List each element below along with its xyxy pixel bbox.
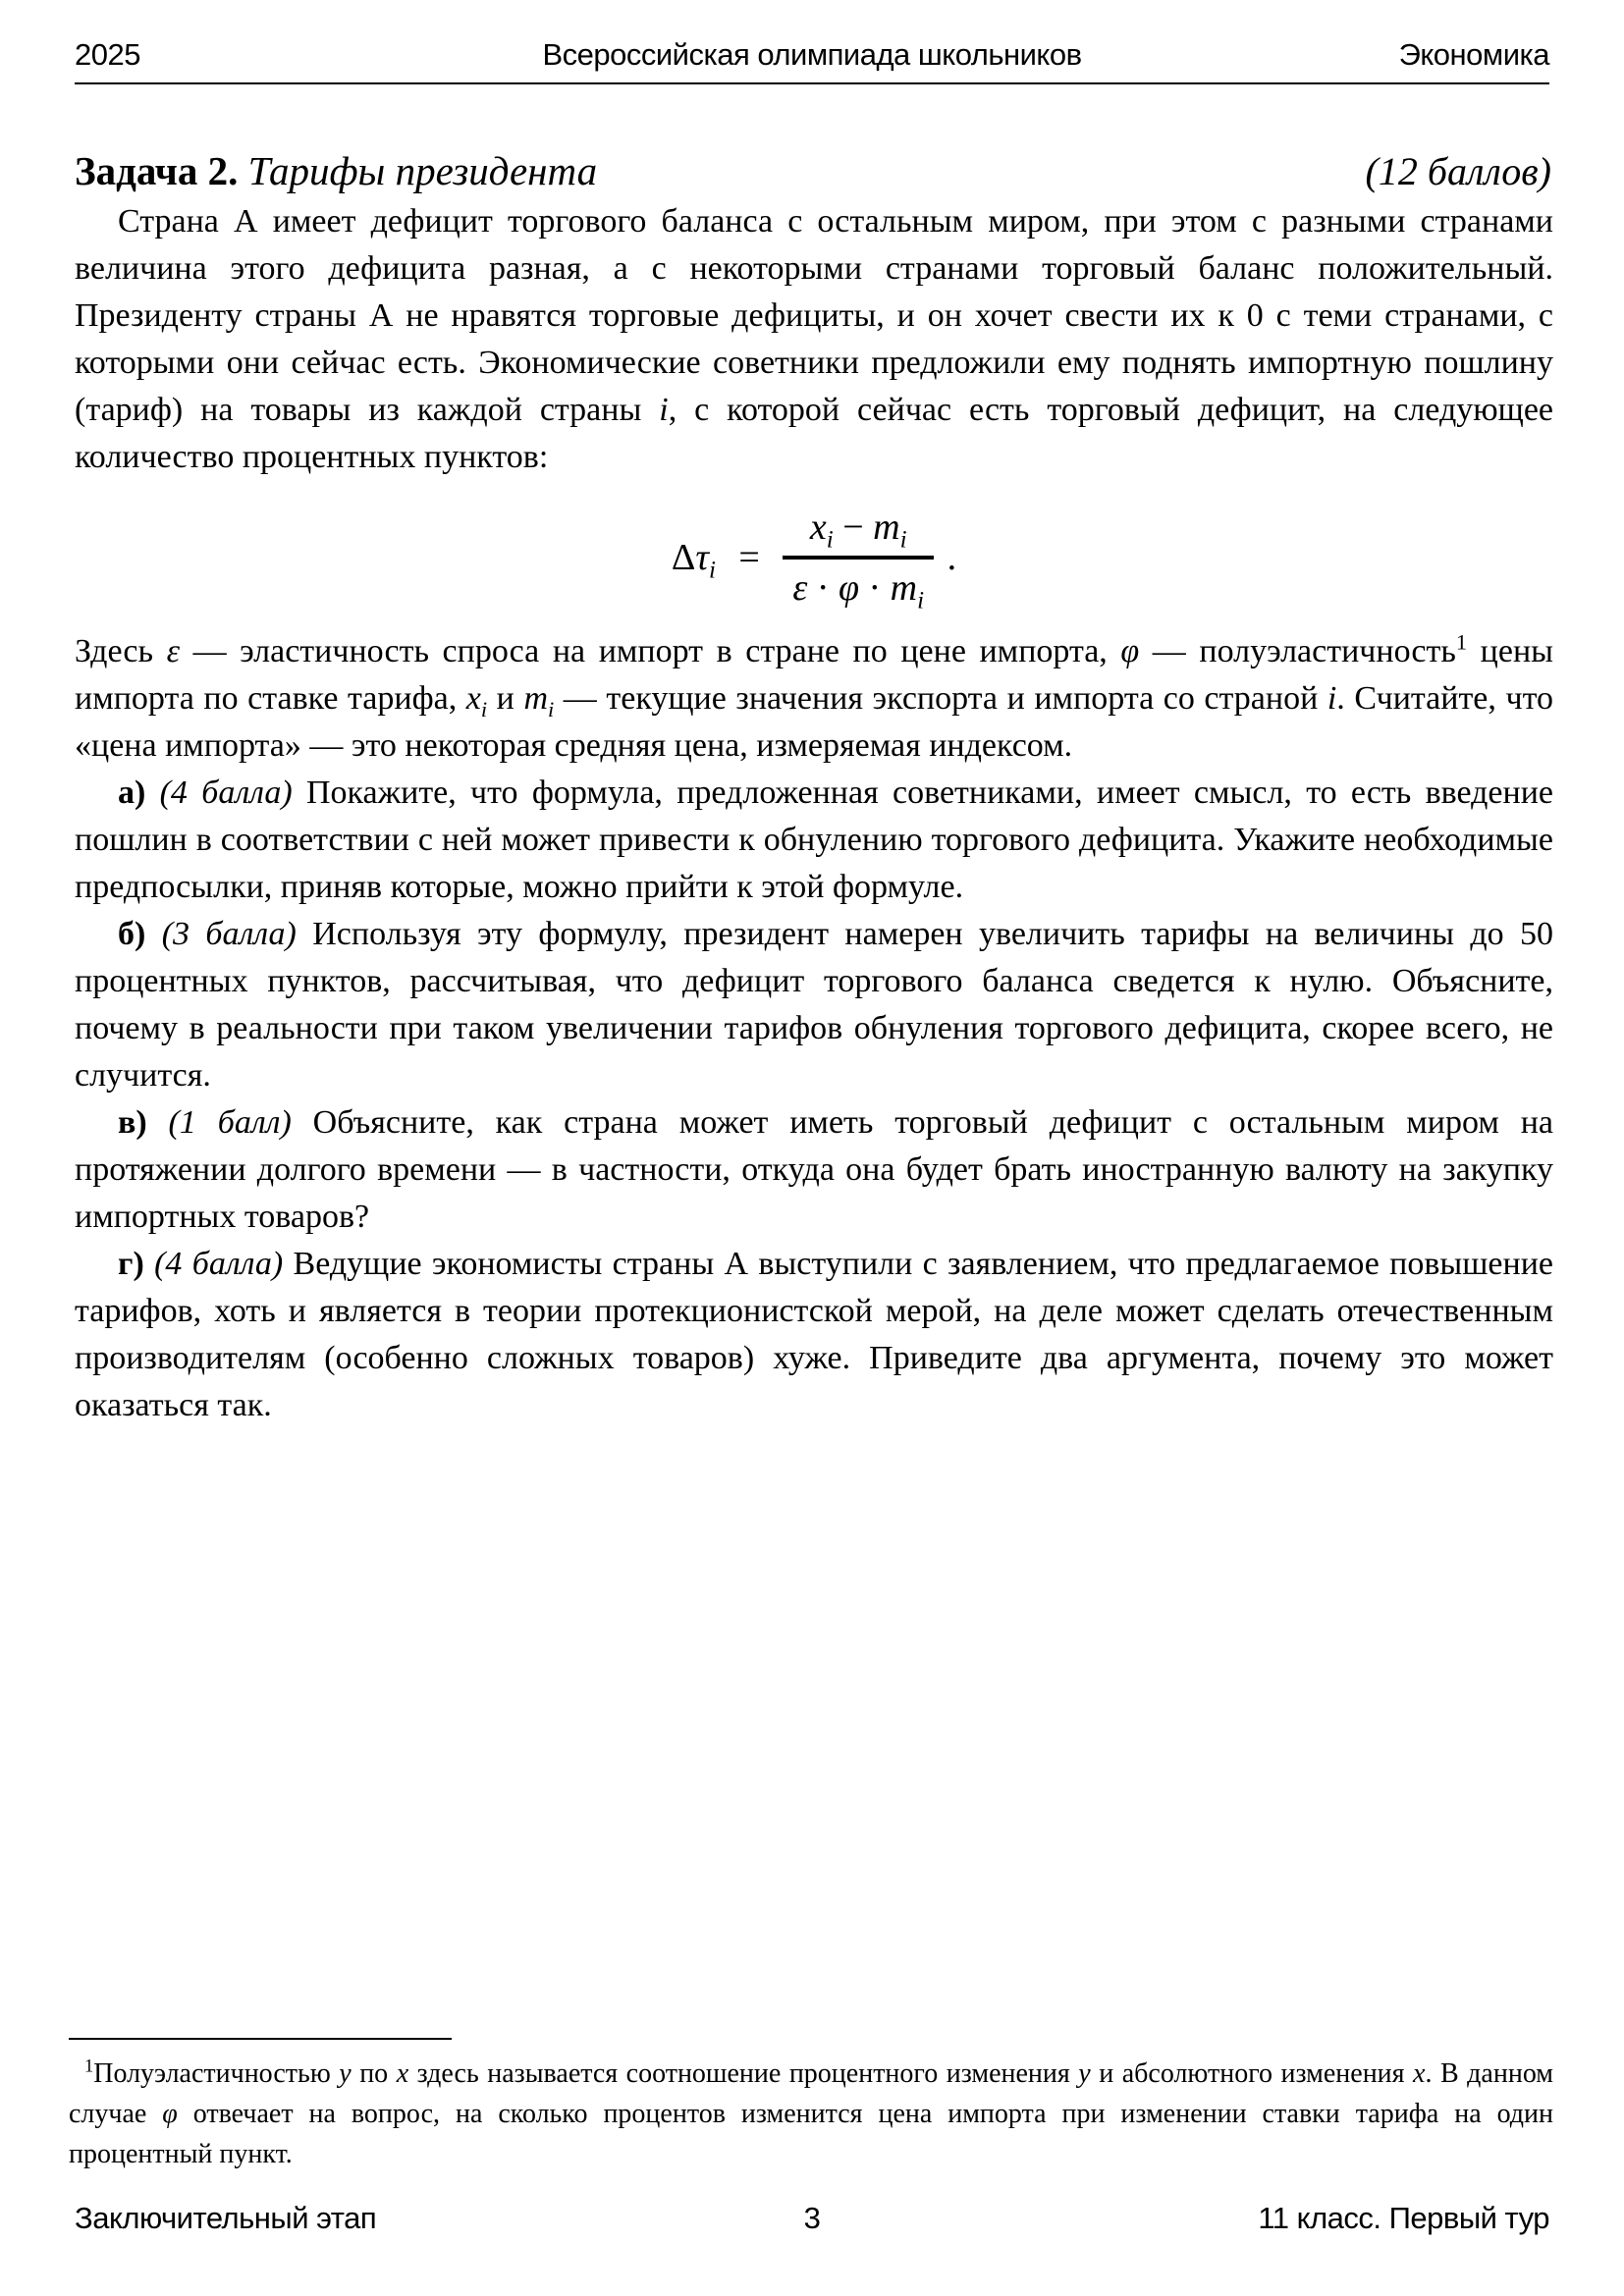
task-body — [75, 198, 1553, 1429]
header-year: 2025 — [75, 37, 140, 72]
paragraph-item-g: г) (4 балла) Ведущие экономисты страны А выступили с заявлением, что предлагаемое повышение тарифов, хоть и является в теории протекционистской мерой, на деле может сделать отечественным производителям (особенно сложных товаров) хуже. Приведите два аргумента, почему это может оказаться так. — [75, 1246, 1553, 1423]
paragraph-intro: Страна А имеет дефицит торгового баланса с остальным миром, при этом с разными странами величина этого дефицита разная, а с некоторыми странами торговый баланс положительный. Президенту страны А не нравятся торговые дефициты, и он хочет свести их к 0 с теми странами, с которыми они сейчас есть. Экономические советники предложили ему поднять импортную пошлину (тариф) на товары из каждой страны i, с которой сейчас есть торговый дефицит, на следующее количество процентных пунктов: — [75, 203, 1554, 475]
formula-denominator: $\varepsilon \cdot \varphi \cdot m_i$ — [783, 556, 934, 609]
paragraph-item-v: в) (1 балл) Объясните, как страна может иметь торговый дефицит с остальным миром на протяжении долгого времени — в частности, откуда она будет брать иностранную валюту на закупку импортных товаров? — [75, 1104, 1553, 1235]
header-subject: Экономика — [1398, 37, 1549, 72]
paragraph-definitions: Здесь ε — эластичность спроса на импорт в стране по цене импорта, φ — полуэластичность$^1$ цены импорта по ставке тарифа, $x_i$ и $m_i$ — текущие значения экспорта и импорта со страной i. Считайте, что «цена импорта» — это некоторая средняя цена, измеряемая индексом. — [75, 629, 1553, 764]
footnote — [69, 2054, 1553, 2174]
page-header — [75, 37, 1549, 73]
page-footer — [75, 2201, 1549, 2236]
task-number: Задача 2. — [75, 148, 239, 193]
formula-period: . — [947, 537, 957, 578]
header-rule — [75, 82, 1549, 84]
formula-fraction — [783, 507, 934, 614]
footer-round: 11 класс. Первый тур — [1258, 2201, 1549, 2235]
footnote-rule — [69, 2038, 452, 2040]
task-title-row — [75, 147, 1551, 194]
footnote-text: $^1$Полуэластичностью y по x здесь называется соотношение процентного изменения y и абсолютного изменения x. В данном случае φ отвечает на вопрос, на сколько процентов изменится цена импорта при изменении ставки тарифа на один процентный пункт. — [69, 2056, 1554, 2169]
task-points: (12 баллов) — [1365, 149, 1551, 193]
footer-page-number: 3 — [803, 2201, 821, 2235]
header-olympiad-title: Всероссийская олимпиада школьников — [542, 37, 1082, 72]
task-title — [75, 147, 597, 194]
formula-numerator: $x_i - m_i$ — [809, 507, 907, 554]
paragraph-item-b: б) (3 балла) Используя эту формулу, президент намерен увеличить тарифы на величины до 50 процентных пунктов, рассчитывая, что дефицит торгового баланса сведется к нулю. Объясните, почему в реальности при таком увеличении тарифов обнуления торгового дефицита, скорее всего, не случится. — [75, 916, 1554, 1094]
formula-equals: = — [738, 537, 760, 578]
footer-stage: Заключительный этап — [75, 2201, 377, 2235]
formula-lhs: $\Delta\tau_i$ — [671, 537, 716, 584]
tariff-formula — [75, 507, 1553, 614]
task-name: Тарифы президента — [238, 148, 598, 193]
paragraph-item-a: а) (4 балла) Покажите, что формула, предложенная советниками, имеет смысл, то есть введение пошлин в соответствии с ней может привести к обнулению торгового дефицита. Укажите необходимые предпосылки, приняв которые, можно прийти к этой формуле. — [75, 774, 1553, 905]
